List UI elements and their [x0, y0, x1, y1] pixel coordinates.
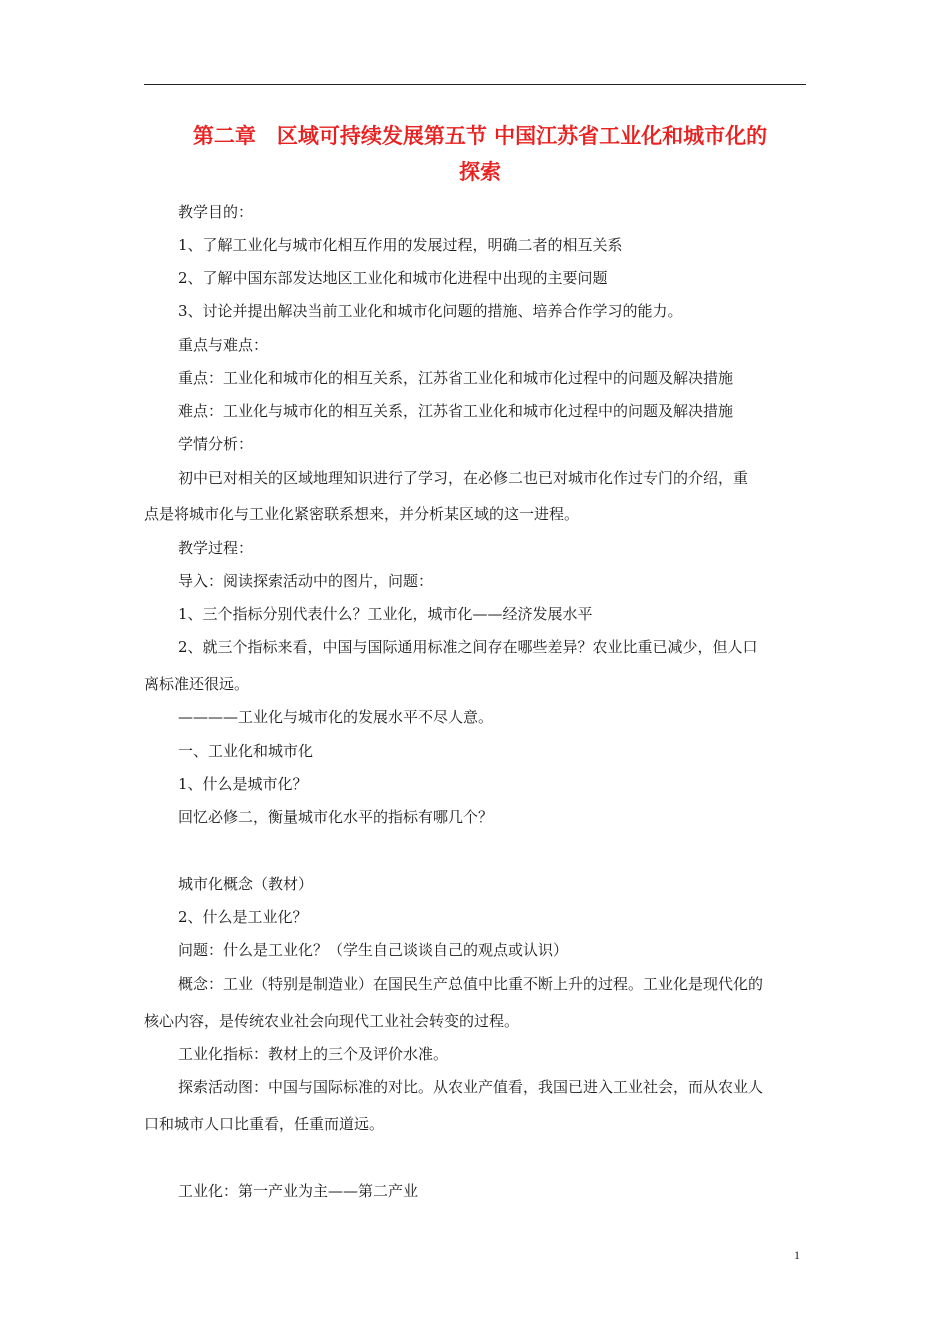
text-line: 2、什么是工业化？ [178, 908, 308, 926]
text-line: 难点：工业化与城市化的相互关系，江苏省工业化和城市化过程中的问题及解决措施 [178, 402, 734, 420]
text-line: 1、什么是城市化？ [178, 775, 308, 793]
text-line: 点是将城市化与工业化紧密联系想来，并分析某区域的这一进程。 [144, 505, 580, 523]
text-line: 探索活动图：中国与国际标准的对比。从农业产值看，我国已进入工业社会，而从农业人 [178, 1078, 764, 1096]
text-line: 概念：工业（特别是制造业）在国民生产总值中比重不断上升的过程。工业化是现代化的 [178, 975, 764, 993]
text-line: 问题：什么是工业化？（学生自己谈谈自己的观点或认识） [178, 941, 569, 959]
text-line: 工业化指标：教材上的三个及评价水准。 [178, 1045, 449, 1063]
text-line: 1、三个指标分别代表什么？工业化，城市化——经济发展水平 [178, 605, 593, 623]
page-number: 1 [794, 1248, 800, 1262]
text-line: 学情分析： [178, 435, 254, 453]
text-line: 教学目的： [178, 203, 254, 221]
text-line: 教学过程： [178, 539, 254, 557]
text-line: 1、了解工业化与城市化相互作用的发展过程，明确二者的相互关系 [178, 236, 623, 254]
text-line: 工业化：第一产业为主——第二产业 [178, 1182, 419, 1200]
text-line: 核心内容，是传统农业社会向现代工业社会转变的过程。 [144, 1012, 520, 1030]
doc-title-line2: 探索 [459, 160, 501, 184]
text-line: 初中已对相关的区域地理知识进行了学习，在必修二也已对城市化作过专门的介绍，重 [178, 469, 749, 487]
doc-title-line1: 第二章 区域可持续发展第五节 中国江苏省工业化和城市化的 [192, 124, 768, 148]
text-line: 导入：阅读探索活动中的图片，问题： [178, 572, 434, 590]
text-line: 2、了解中国东部发达地区工业化和城市化进程中出现的主要问题 [178, 269, 608, 287]
text-line: ————工业化与城市化的发展水平不尽人意。 [178, 708, 494, 726]
text-line: 重点：工业化和城市化的相互关系，江苏省工业化和城市化过程中的问题及解决措施 [178, 369, 734, 387]
text-line: 2、就三个指标来看，中国与国际通用标准之间存在哪些差异？农业比重已减少，但人口 [178, 638, 758, 656]
text-line: 一、工业化和城市化 [178, 742, 314, 760]
text-line: 3、讨论并提出解决当前工业化和城市化问题的措施、培养合作学习的能力。 [178, 302, 683, 320]
text-line: 重点与难点： [178, 336, 269, 354]
header-rule [144, 84, 806, 85]
text-line: 口和城市人口比重看，任重而道远。 [144, 1115, 385, 1133]
text-line: 城市化概念（教材） [178, 875, 314, 893]
text-line: 回忆必修二，衡量城市化水平的指标有哪几个？ [178, 808, 494, 826]
text-line: 离标准还很远。 [144, 675, 250, 693]
